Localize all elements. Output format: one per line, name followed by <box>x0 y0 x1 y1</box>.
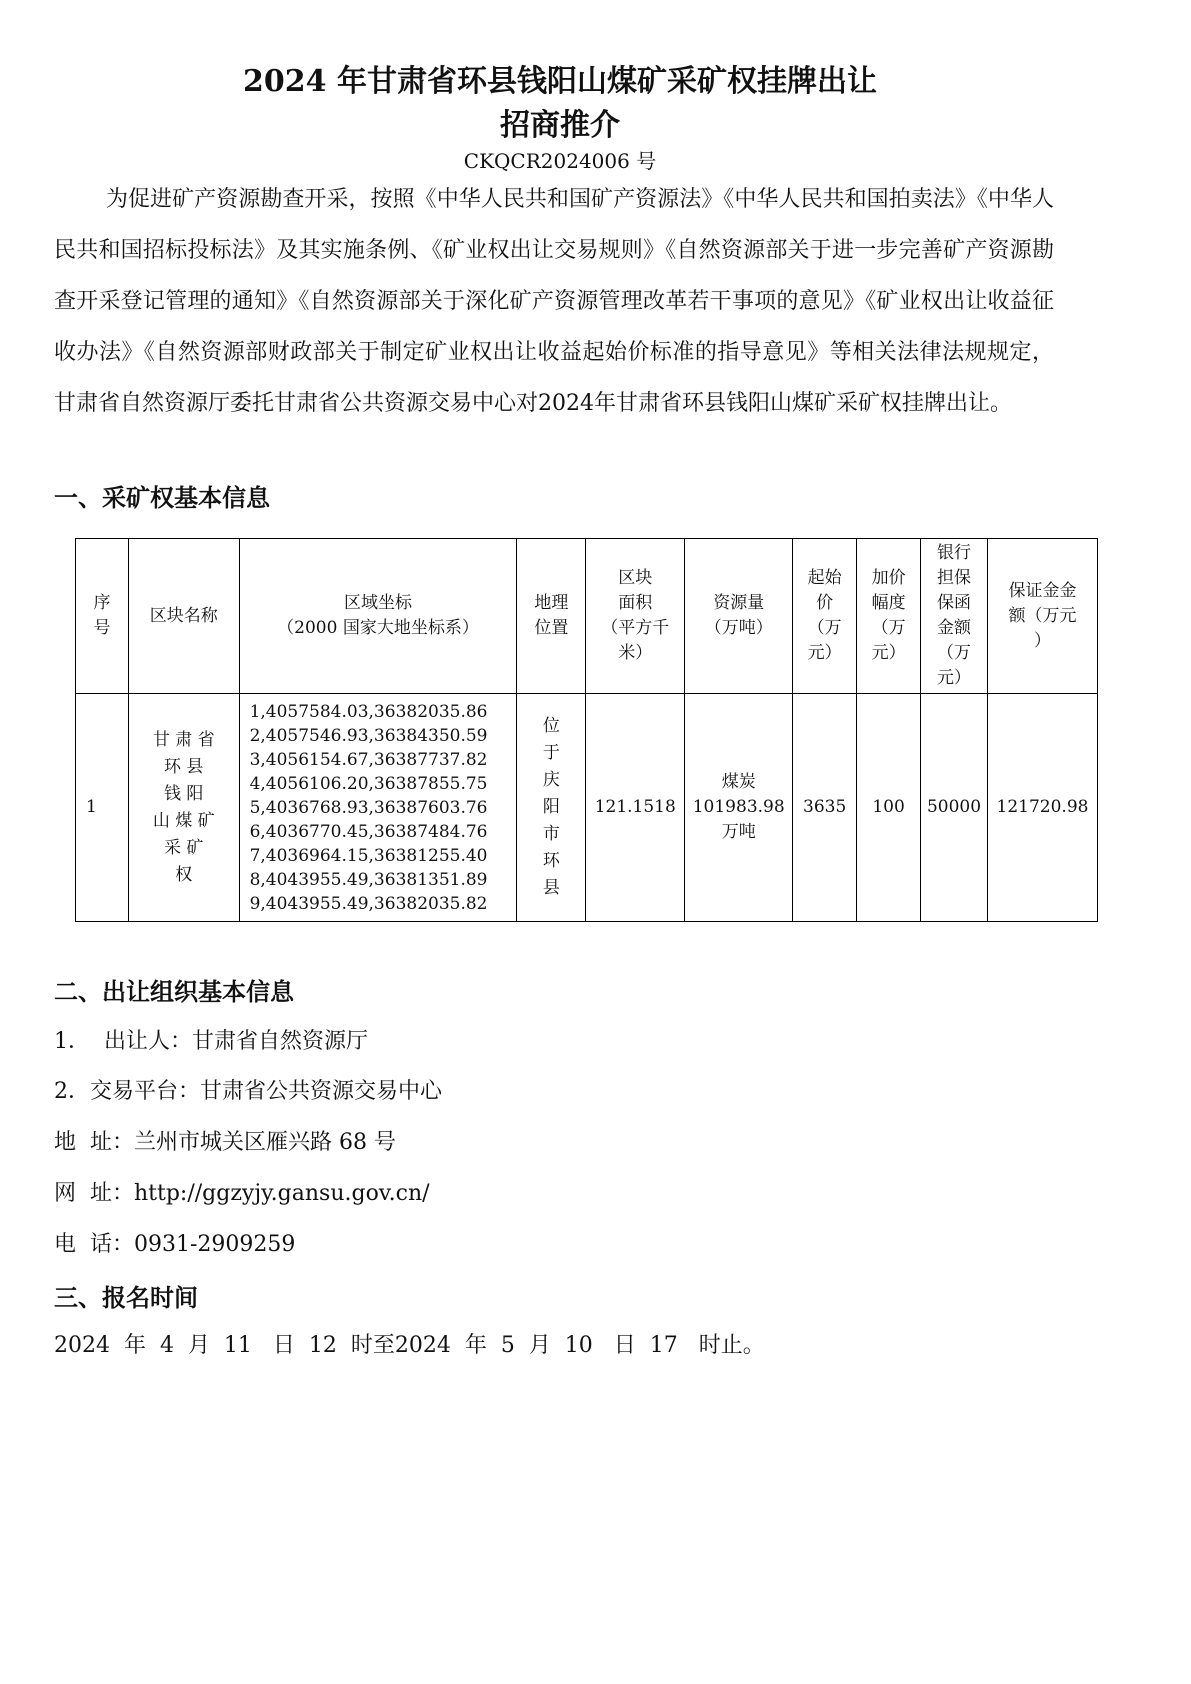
assignor-line: 1． 出让人：甘肃省自然资源厅 <box>54 1029 368 1054</box>
phone-line: 电 话：0931-2909259 <box>54 1232 296 1257</box>
header-start-price: 起始 价 （万 元） <box>793 539 857 694</box>
header-no: 序 号 <box>76 539 129 694</box>
cell-block-name: 甘 肃 省 环 县 钱 阳 山 煤 矿 采 矿 权 <box>128 694 239 922</box>
document-subtitle: 招商推介 <box>500 108 620 143</box>
header-location: 地理 位置 <box>517 539 586 694</box>
cell-bank-guarantee: 50000 <box>921 694 988 922</box>
address-line: 地 址：兰州市城关区雁兴路 68 号 <box>54 1130 396 1155</box>
section-heading-basic-info: 一、采矿权基本信息 <box>54 483 270 512</box>
website-line: 网 址：http://ggzyjy.gansu.gov.cn/ <box>54 1181 430 1206</box>
section-heading-registration-time: 三、报名时间 <box>54 1283 198 1312</box>
cell-location: 位 于 庆 阳 市 环 县 <box>517 694 586 922</box>
header-area: 区块 面积 （平方千 米） <box>586 539 685 694</box>
cell-deposit: 121720.98 <box>988 694 1098 922</box>
header-block-name: 区块名称 <box>128 539 239 694</box>
cell-area: 121.1518 <box>586 694 685 922</box>
cell-coords: 1,4057584.03,36382035.86 2,4057546.93,36384350.59 3,4056154.67,36387737.82 4,4056106.20,36387855.75 5,4036768.93,36387603.76 6,4036770.45,36387484.76 7,4036964.15,36381255.40 8,4043955.49,36381351.89 9,4043955.49,36382035.82 <box>239 694 517 922</box>
header-deposit: 保证金金 额（万元 ） <box>988 539 1098 694</box>
cell-resource: 煤炭 101983.98 万吨 <box>685 694 793 922</box>
cell-no: 1 <box>76 694 129 922</box>
intro-paragraph: 为促进矿产资源勘查开采，按照《中华人民共和国矿产资源法》《中华人民共和国拍卖法》《中华人民共和国招标投标法》及其实施条例、《矿业权出让交易规则》《自然资源部关于进一步完善矿产资源勘查开采登记管理的通知》《自然资源部关于深化矿产资源管理改革若干事项的意见》《矿业权出让收益征收办法》《自然资源部财政部关于制定矿业权出让收益起始价标准的指导意见》等相关法律法规规定，甘肃省自然资源厅委托甘肃省公共资源交易中心对2024年甘肃省环县钱阳山煤矿采矿权挂牌出让。 <box>54 187 1054 416</box>
mining-right-table <box>75 538 1098 922</box>
header-bank-guarantee: 银行 担保 保函 金额 （万 元） <box>921 539 988 694</box>
cell-start-price: 3635 <box>793 694 857 922</box>
cell-increment: 100 <box>857 694 921 922</box>
table-row <box>76 694 1098 922</box>
platform-line: 2．交易平台：甘肃省公共资源交易中心 <box>54 1079 442 1104</box>
header-coords: 区域坐标 （2000 国家大地坐标系） <box>239 539 517 694</box>
document-number: CKQCR2024006 号 <box>463 149 657 173</box>
section-heading-organization: 二、出让组织基本信息 <box>54 977 294 1006</box>
header-increment: 加价 幅度 （万 元） <box>857 539 921 694</box>
document-title: 2024 年甘肃省环县钱阳山煤矿采矿权挂牌出让 <box>243 64 877 99</box>
registration-time-line: 2024 年 4 月 11 日 12 时至2024 年 5 月 10 日 17 时止。 <box>54 1333 765 1358</box>
header-resource: 资源量 （万吨） <box>685 539 793 694</box>
table-header-row <box>76 539 1098 694</box>
